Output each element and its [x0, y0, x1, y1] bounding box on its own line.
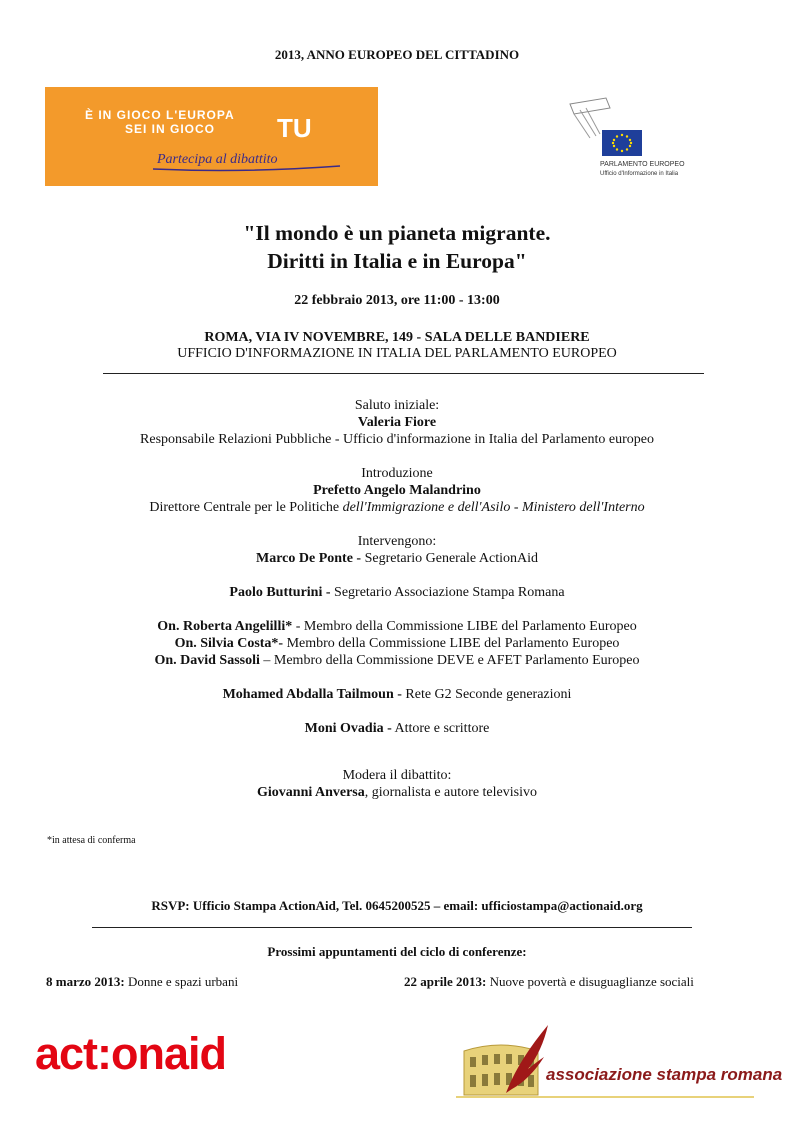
speaker-role: Attore e scrittore: [391, 721, 490, 736]
intro-name: Prefetto Angelo Malandrino: [313, 483, 481, 498]
title-line1: "Il mondo è un pianeta migrante.: [243, 221, 551, 245]
next-left-date: 8 marzo 2013:: [46, 974, 125, 989]
speaker-name: Paolo Butturini -: [229, 585, 331, 600]
next-right-date: 22 aprile 2013:: [404, 974, 487, 989]
intro-role: [0, 499, 794, 516]
next-heading: Prossimi appuntamenti del ciclo di conferenze:: [267, 944, 527, 959]
speaker-role: Rete G2 Seconde generazioni: [401, 687, 572, 702]
european-parliament-logo: [566, 96, 706, 182]
venue-office: UFFICIO D'INFORMAZIONE IN ITALIA DEL PARLAMENTO EUROPEO: [177, 346, 617, 361]
speaker-role: Segretario Associazione Stampa Romana: [330, 585, 565, 600]
next-left: [46, 974, 238, 990]
moderator-name: Giovanni Anversa: [257, 785, 365, 800]
saluto-label: Saluto iniziale:: [354, 398, 440, 413]
speaker-name: On. Silvia Costa*-: [174, 636, 284, 651]
speaker-role: - Membro della Commissione LIBE del Parlamento Europeo: [292, 619, 637, 634]
campaign-banner: [45, 87, 378, 186]
moderator-line: [0, 784, 794, 801]
speaker-name: Mohamed Abdalla Tailmoun -: [222, 687, 402, 702]
intro-role-italic: dell'Immigrazione e dell'Asilo - Ministero dell'Interno: [342, 500, 645, 515]
ep-name: PARLAMENTO EUROPEO: [600, 161, 685, 168]
next-right-topic: Nuove povertà e disuguaglianze sociali: [486, 974, 694, 989]
banner-line2: SEI IN GIOCO: [125, 122, 216, 136]
speaker-line: [0, 584, 794, 601]
rsvp-line: RSVP: Ufficio Stampa ActionAid, Tel. 0645200525 – email: ufficiostampa@actionaid.org: [151, 898, 643, 913]
saluto-role: Responsabile Relazioni Pubbliche - Ufficio d'informazione in Italia del Parlamento europeo: [140, 432, 654, 447]
event-title: [0, 219, 794, 275]
intro-role-plain: Direttore Centrale per le Politiche: [149, 500, 343, 515]
footnote: *in attesa di conferma: [47, 835, 136, 846]
speaker-line: [0, 635, 794, 652]
banner-tagline: Partecipa al dibattito: [157, 152, 278, 167]
intro-label: Introduzione: [361, 466, 433, 481]
moderator-label: Modera il dibattito:: [342, 768, 452, 783]
divider-top: [103, 373, 704, 374]
title-line2: Diritti in Italia e in Europa": [267, 249, 527, 273]
speaker-role: Segretario Generale ActionAid: [361, 551, 538, 566]
stampa-romana-logo: [456, 1021, 756, 1101]
speaker-line: [0, 550, 794, 567]
next-right: [404, 974, 694, 990]
venue-address: ROMA, VIA IV NOVEMBRE, 149 - SALA DELLE BANDIERE: [204, 330, 590, 345]
next-left-topic: Donne e spazi urbani: [124, 974, 239, 989]
speakers-label: Intervengono:: [357, 534, 437, 549]
saluto-name: Valeria Fiore: [357, 415, 437, 430]
speaker-name: Moni Ovadia -: [304, 721, 392, 736]
ep-sub: Ufficio d'Informazione in Italia: [600, 171, 679, 177]
year-line: 2013, ANNO EUROPEO DEL CITTADINO: [274, 47, 520, 62]
speaker-line: [0, 652, 794, 669]
speaker-line: [0, 720, 794, 737]
stampa-romana-text: associazione stampa romana: [546, 1065, 783, 1084]
banner-tu: TU: [277, 113, 312, 143]
speaker-line: [0, 686, 794, 703]
speaker-line: [0, 618, 794, 635]
speaker-role: – Membro della Commissione DEVE e AFET Parlamento Europeo: [259, 653, 640, 668]
divider-bottom: [92, 927, 692, 928]
speaker-name: On. Roberta Angelilli*: [157, 619, 293, 634]
actionaid-logo: act:onaid: [35, 1028, 227, 1079]
speaker-name: On. David Sassoli: [154, 653, 260, 668]
speaker-role: Membro della Commissione LIBE del Parlamento Europeo: [283, 636, 620, 651]
date-line: 22 febbraio 2013, ore 11:00 - 13:00: [294, 293, 500, 308]
speaker-name: Marco De Ponte -: [256, 551, 362, 566]
banner-line1: È IN GIOCO L'EUROPA: [85, 108, 235, 122]
moderator-role: , giornalista e autore televisivo: [364, 785, 537, 800]
program: [0, 397, 794, 801]
